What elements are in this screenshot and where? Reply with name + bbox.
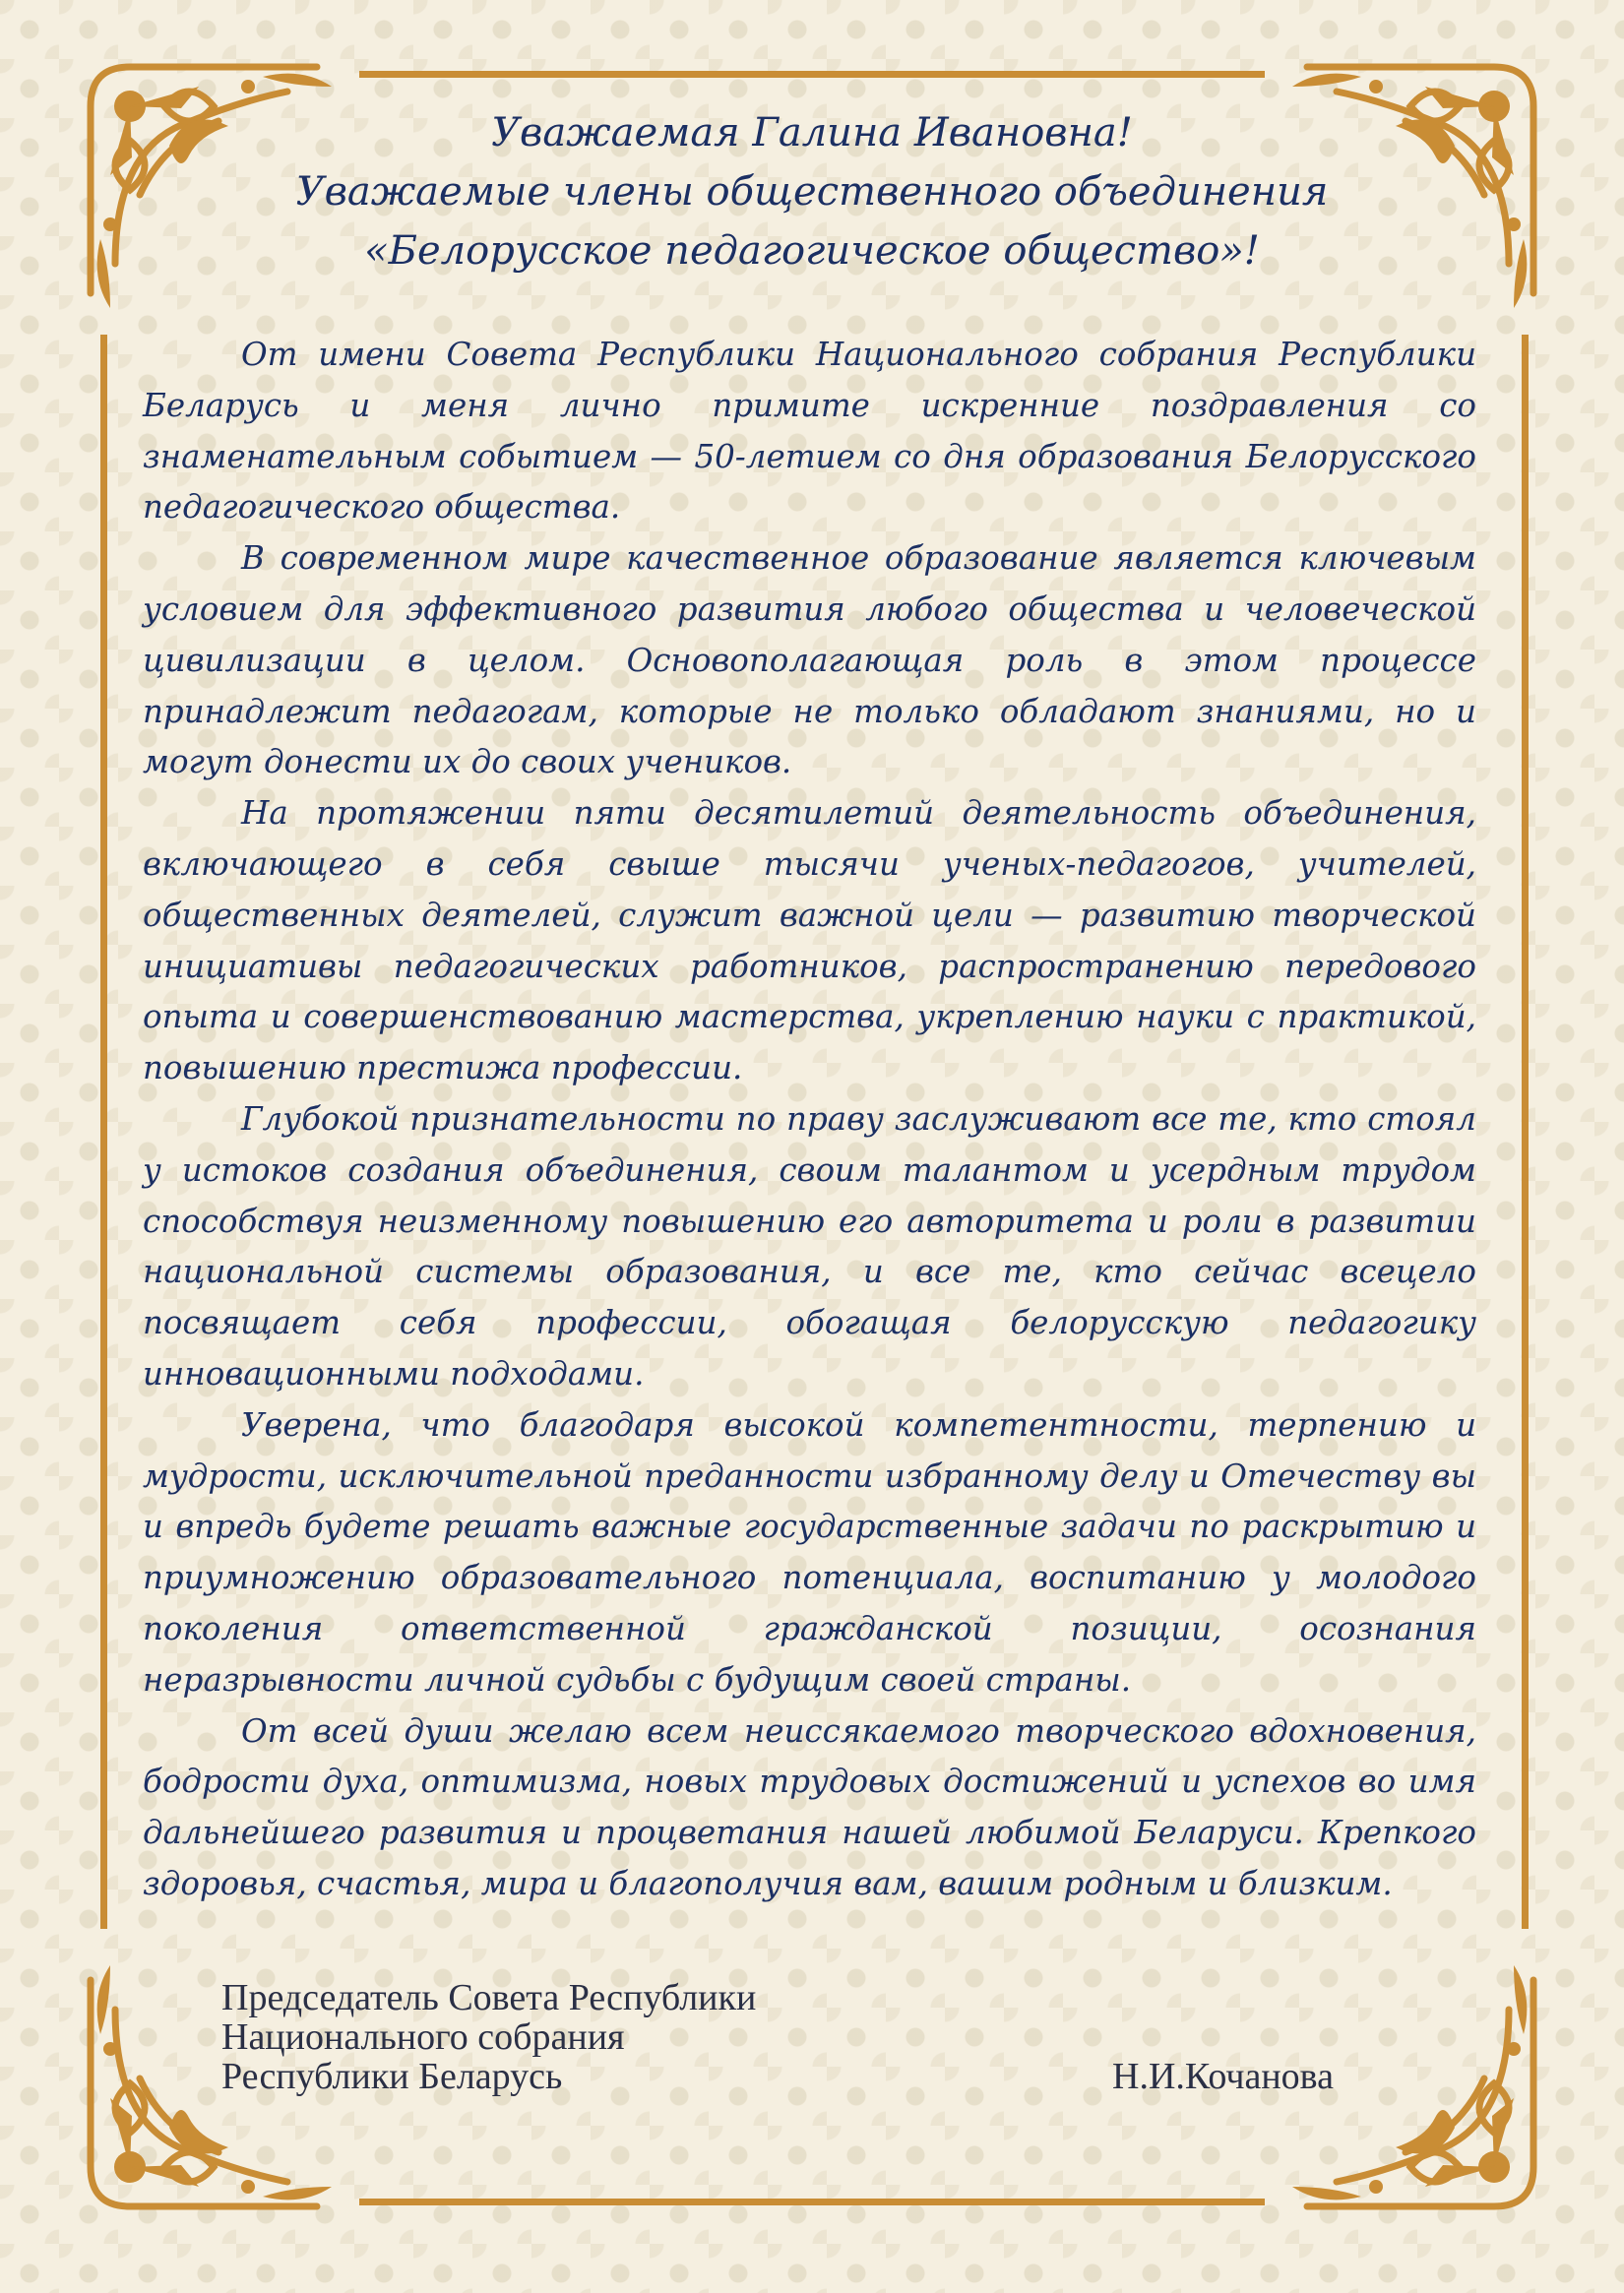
frame-top-border — [359, 71, 1265, 78]
salutation-line: Уважаемая Галина Ивановна! — [491, 110, 1133, 155]
salutation — [256, 103, 1368, 280]
body-paragraph: Глубокой признательности по праву заслуживают все те, кто стоял у истоков создания объединения, своим талантом и усердным трудом способствуя неизменному повышению его авторитета и роли в развитии национальной системы образования, и все те, кто сейчас всецело посвящает себя профессии, обогащая белорусскую педагогику инновационными подходами. — [143, 1099, 1476, 1393]
body-paragraph: В современном мире качественное образование является ключевым условием для эффективного развития любого общества и человеческой цивилизации в целом. Основополагающая роль в этом процессе принадлежит педагогам, которые не только обладают знаниями, но и могут донести их до своих учеников. — [143, 539, 1476, 781]
signature-title — [221, 1978, 756, 2096]
signature-name: Н.И.Кочанова — [1112, 2056, 1334, 2097]
salutation-line: Уважаемые члены общественного объединения — [295, 169, 1329, 215]
signature-title-line: Председатель Совета Республики — [221, 1977, 757, 2018]
frame-left-border — [100, 335, 107, 1929]
body-paragraph: От всей души желаю всем неиссякаемого творческого вдохновения, бодрости духа, оптимизма, новых трудовых достижений и успехов во имя дальнейшего развития и процветания нашей любимой Беларуси. Крепкого здоровья, счастья, мира и благополучия вам, вашим родным и близким. — [143, 1711, 1476, 1902]
body-paragraph: Уверена, что благодаря высокой компетентности, терпению и мудрости, исключительной преданности избранному делу и Отечеству вы и впредь будете решать важные государственные задачи по раскрытию и приумножению образовательного потенциала, воспитанию у молодого поколения ответственной гражданской позиции, осознания неразрывности личной судьбы с будущим своей страны. — [143, 1405, 1476, 1699]
signature-title-line: Национального собрания — [221, 2016, 625, 2058]
salutation-line: «Белорусское педагогическое общество»! — [364, 228, 1260, 274]
frame-bottom-border — [359, 2199, 1265, 2205]
frame-right-border — [1522, 335, 1529, 1929]
signature-title-line: Республики Беларусь — [221, 2056, 563, 2097]
body-paragraph: От имени Совета Республики Национального собрания Республики Беларусь и меня лично примите искренние поздравления со знаменательным событием — 50-летием со дня образования Белорусского педагогического общества. — [143, 336, 1476, 527]
body-paragraph: На протяжении пяти десятилетий деятельность объединения, включающего в себя свыше тысячи ученых-педагогов, учителей, общественных деятелей, служит важной цели — развитию творческой инициативы педагогических работников, распространению передового опыта и совершенствованию мастерства, укреплению науки с практикой, повышению престижа профессии. — [143, 794, 1476, 1087]
letter-body — [143, 330, 1476, 1910]
